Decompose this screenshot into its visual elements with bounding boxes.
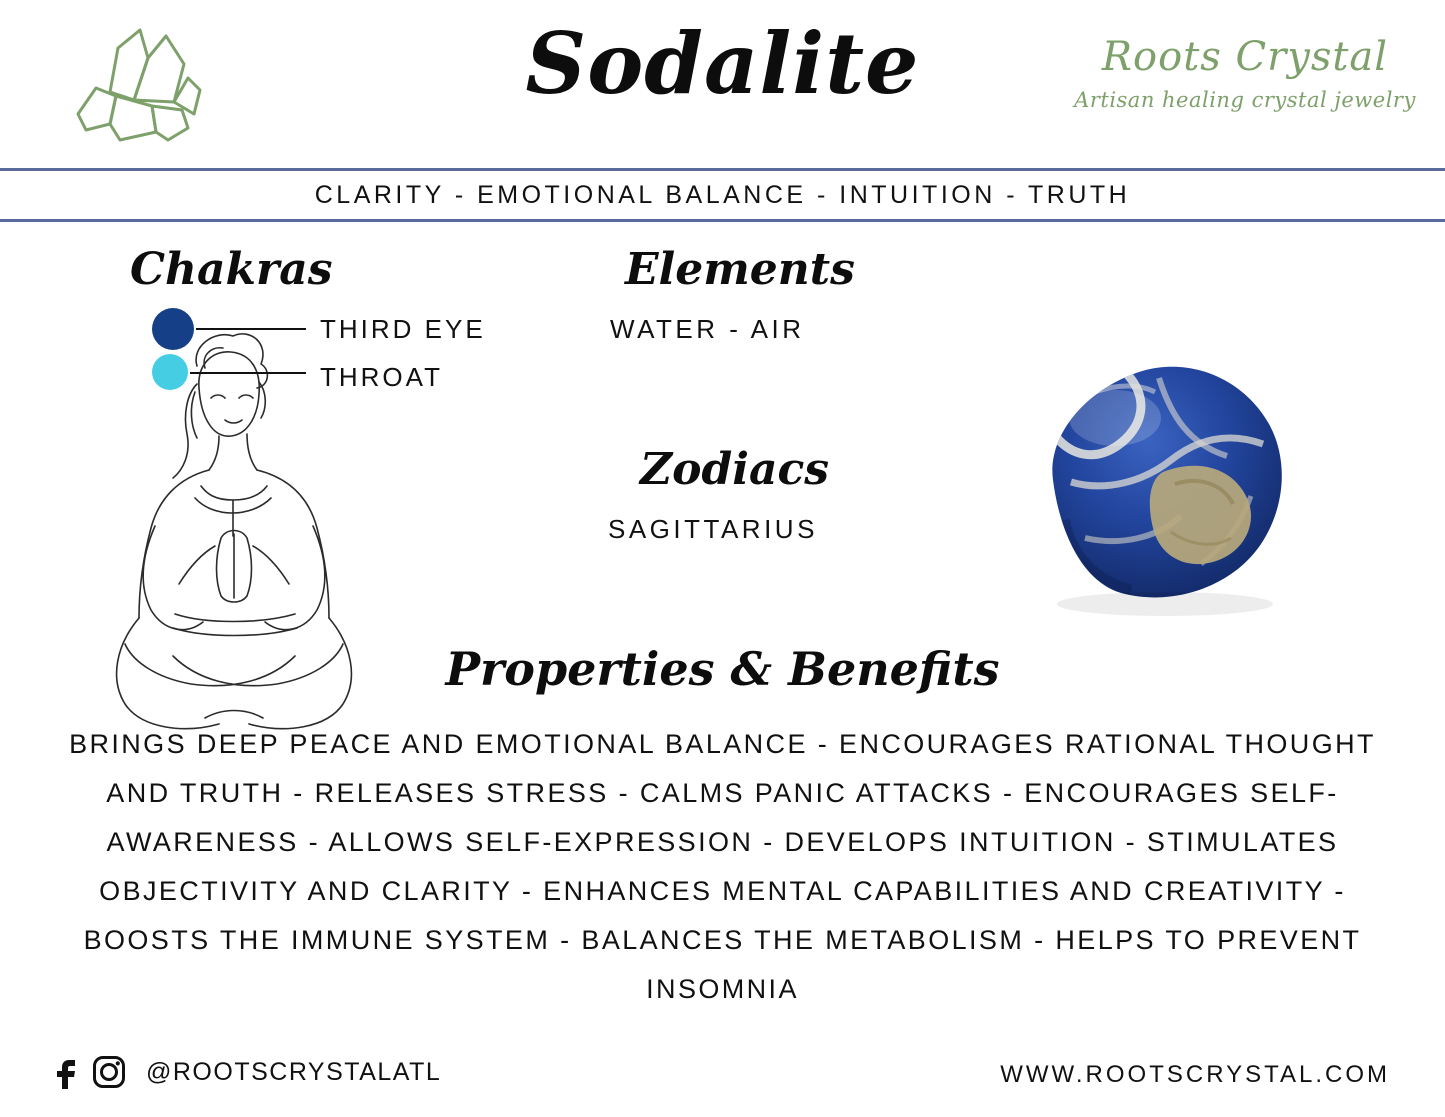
- elements-heading: Elements: [625, 244, 855, 295]
- chakra-dot-throat: [152, 354, 188, 390]
- brand-tagline: Artisan healing crystal jewelry: [1074, 88, 1416, 112]
- elements-value: WATER - AIR: [610, 314, 805, 344]
- main-content: [0, 222, 1445, 1102]
- brand-block: [1065, 34, 1425, 112]
- chakra-label-third-eye: THIRD EYE: [320, 314, 486, 344]
- instagram-icon[interactable]: [92, 1055, 126, 1089]
- chakra-dot-third-eye: [152, 308, 194, 350]
- properties-heading: Properties & Benefits: [445, 642, 1000, 696]
- zodiacs-heading: Zodiacs: [640, 444, 830, 495]
- leader-line-third-eye: [196, 328, 306, 330]
- social-links: [52, 1055, 441, 1089]
- leader-line-throat: [190, 372, 306, 374]
- sodalite-tumbled-stone-photo: [975, 332, 1295, 632]
- page-title: Sodalite: [525, 14, 920, 113]
- social-handle[interactable]: @ROOTSCRYSTALATL: [146, 1057, 442, 1086]
- footer: [0, 1049, 1445, 1117]
- chakras-heading: Chakras: [130, 244, 333, 295]
- header: [0, 0, 1445, 168]
- keywords-tagline: CLARITY - EMOTIONAL BALANCE - INTUITION - TRUTH: [314, 181, 1131, 209]
- website-url[interactable]: WWW.ROOTSCRYSTAL.COM: [1000, 1061, 1390, 1088]
- properties-text: BRINGS DEEP PEACE AND EMOTIONAL BALANCE - ENCOURAGES RATIONAL THOUGHT AND TRUTH - RELEASES STRESS - CALMS PANIC ATTACKS - ENCOURAGES SELF-AWARENESS - ALLOWS SELF-EXPRESSION - DEVELOPS INTUITION - STIMULATES OBJECTIVITY AND CLARITY - ENHANCES MENTAL CAPABILITIES AND CREATIVITY - BOOSTS THE IMMUNE SYSTEM - BALANCES THE METABOLISM - HELPS TO PREVENT INSOMNIA: [69, 729, 1376, 1004]
- chakra-label-throat: THROAT: [320, 362, 443, 392]
- zodiacs-value: SAGITTARIUS: [608, 514, 818, 544]
- facebook-icon[interactable]: [52, 1055, 78, 1089]
- brand-name: Roots Crystal: [1101, 34, 1389, 80]
